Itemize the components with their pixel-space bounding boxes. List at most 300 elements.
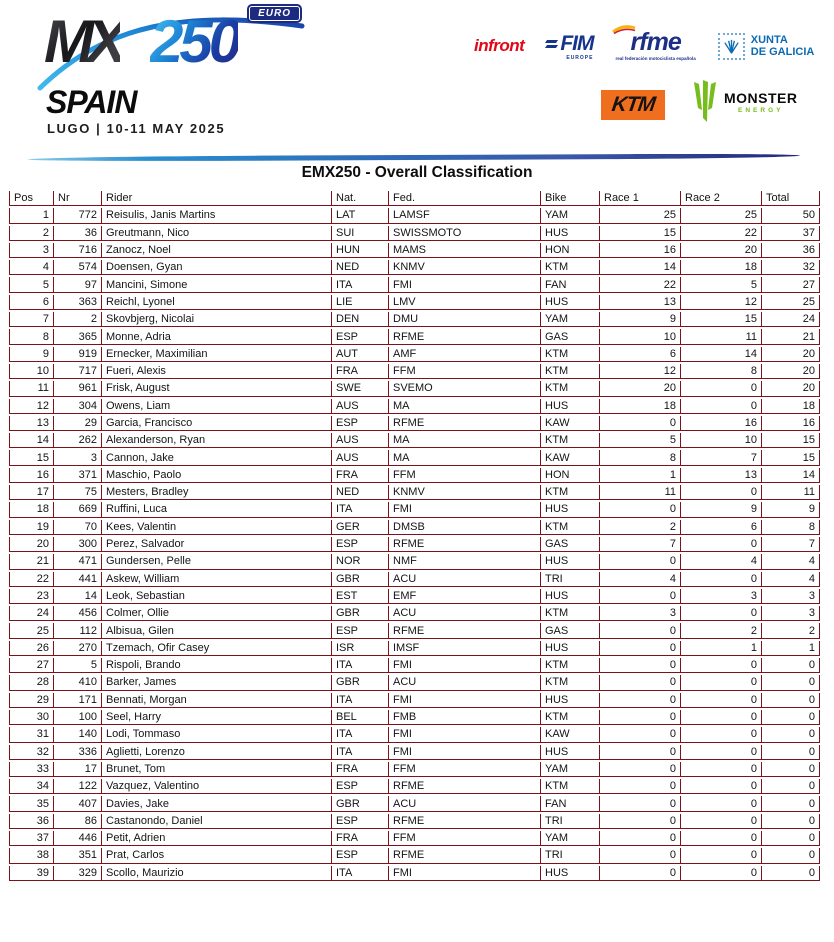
cell-rider: Vazquez, Valentino (102, 779, 332, 794)
monster-label: MONSTER (724, 90, 798, 106)
cell-nr: 363 (54, 295, 102, 310)
cell-fed: MA (389, 450, 541, 465)
cell-total: 15 (762, 450, 820, 465)
cell-total: 0 (762, 727, 820, 742)
cell-rider: Reichl, Lyonel (102, 295, 332, 310)
cell-bike: HUS (541, 226, 600, 241)
cell-race2: 20 (681, 243, 762, 258)
cell-race1: 0 (600, 710, 681, 725)
mx250-euro-logo (44, 10, 300, 86)
cell-fed: RFME (389, 814, 541, 829)
ktm-label: KTM (610, 93, 656, 116)
cell-race1: 4 (600, 572, 681, 587)
cell-nr: 140 (54, 727, 102, 742)
cell-race1: 0 (600, 589, 681, 604)
monster-claw-icon (690, 80, 720, 124)
cell-race2: 7 (681, 450, 762, 465)
cell-bike: HON (541, 243, 600, 258)
cell-pos: 11 (9, 381, 54, 396)
cell-race2: 0 (681, 710, 762, 725)
table-row (9, 779, 820, 794)
cell-nat: FRA (332, 468, 389, 483)
ktm-logo (601, 90, 665, 120)
cell-rider: Tzemach, Ofir Casey (102, 641, 332, 656)
cell-pos: 23 (9, 589, 54, 604)
cell-race2: 16 (681, 416, 762, 431)
cell-fed: RFME (389, 416, 541, 431)
table-row (9, 347, 820, 362)
cell-race1: 0 (600, 502, 681, 517)
cell-nat: ESP (332, 416, 389, 431)
cell-race1: 14 (600, 260, 681, 275)
cell-fed: FMI (389, 866, 541, 881)
cell-total: 0 (762, 745, 820, 760)
cell-fed: LMV (389, 295, 541, 310)
cell-bike: HUS (541, 745, 600, 760)
cell-rider: Monne, Adria (102, 329, 332, 344)
cell-fed: IMSF (389, 641, 541, 656)
cell-nat: AUS (332, 450, 389, 465)
cell-bike: HUS (541, 693, 600, 708)
cell-bike: KTM (541, 381, 600, 396)
cell-fed: FMB (389, 710, 541, 725)
cell-nr: 304 (54, 399, 102, 414)
cell-total: 3 (762, 606, 820, 621)
cell-nr: 669 (54, 502, 102, 517)
cell-pos: 26 (9, 641, 54, 656)
cell-nr: 262 (54, 433, 102, 448)
country-title: SPAIN (46, 84, 137, 120)
scallop-shell-icon (718, 33, 745, 60)
table-row (9, 208, 820, 223)
cell-rider: Garcia, Francisco (102, 416, 332, 431)
cell-race2: 0 (681, 485, 762, 500)
cell-bike: KTM (541, 260, 600, 275)
cell-nr: 329 (54, 866, 102, 881)
cell-pos: 37 (9, 831, 54, 846)
cell-fed: LAMSF (389, 208, 541, 223)
cell-race2: 0 (681, 606, 762, 621)
cell-nr: 122 (54, 779, 102, 794)
cell-total: 36 (762, 243, 820, 258)
cell-fed: RFME (389, 537, 541, 552)
table-row (9, 848, 820, 863)
cell-bike: KTM (541, 779, 600, 794)
cell-pos: 31 (9, 727, 54, 742)
cell-fed: FFM (389, 468, 541, 483)
cell-nat: EST (332, 589, 389, 604)
cell-race1: 0 (600, 866, 681, 881)
cell-race2: 0 (681, 762, 762, 777)
cell-nr: 5 (54, 658, 102, 673)
cell-rider: Mesters, Bradley (102, 485, 332, 500)
cell-fed: ACU (389, 572, 541, 587)
cell-bike: HUS (541, 502, 600, 517)
xunta-de-galicia-logo (718, 33, 815, 60)
xunta-label: XUNTA DE GALICIA (750, 33, 815, 58)
cell-bike: KTM (541, 520, 600, 535)
cell-fed: DMSB (389, 520, 541, 535)
cell-total: 0 (762, 866, 820, 881)
cell-race1: 0 (600, 623, 681, 638)
cell-bike: KAW (541, 450, 600, 465)
cell-nr: 171 (54, 693, 102, 708)
cell-nr: 961 (54, 381, 102, 396)
cell-pos: 39 (9, 866, 54, 881)
cell-nat: ESP (332, 623, 389, 638)
cell-total: 2 (762, 623, 820, 638)
cell-fed: FFM (389, 364, 541, 379)
cell-nr: 2 (54, 312, 102, 327)
cell-fed: FMI (389, 658, 541, 673)
blue-brush-divider (28, 153, 800, 161)
cell-pos: 2 (9, 226, 54, 241)
cell-rider: Davies, Jake (102, 796, 332, 811)
cell-total: 1 (762, 641, 820, 656)
cell-nr: 100 (54, 710, 102, 725)
cell-nr: 3 (54, 450, 102, 465)
cell-bike: HUS (541, 866, 600, 881)
table-row (9, 727, 820, 742)
cell-nat: FRA (332, 831, 389, 846)
cell-pos: 1 (9, 208, 54, 223)
table-row (9, 312, 820, 327)
table-row (9, 226, 820, 241)
cell-nat: SWE (332, 381, 389, 396)
cell-total: 24 (762, 312, 820, 327)
cell-race1: 18 (600, 399, 681, 414)
table-row (9, 623, 820, 638)
cell-pos: 24 (9, 606, 54, 621)
cell-race2: 9 (681, 502, 762, 517)
cell-fed: ACU (389, 606, 541, 621)
cell-rider: Perez, Salvador (102, 537, 332, 552)
cell-total: 15 (762, 433, 820, 448)
cell-race2: 15 (681, 312, 762, 327)
cell-nr: 36 (54, 226, 102, 241)
cell-race2: 1 (681, 641, 762, 656)
cell-nat: ITA (332, 658, 389, 673)
cell-nat: AUS (332, 399, 389, 414)
cell-race2: 0 (681, 745, 762, 760)
cell-race2: 14 (681, 347, 762, 362)
cell-bike: FAN (541, 796, 600, 811)
cell-nat: ESP (332, 329, 389, 344)
cell-pos: 16 (9, 468, 54, 483)
cell-race2: 0 (681, 693, 762, 708)
table-row (9, 866, 820, 881)
cell-race1: 8 (600, 450, 681, 465)
cell-pos: 30 (9, 710, 54, 725)
cell-nat: HUN (332, 243, 389, 258)
cell-race1: 0 (600, 693, 681, 708)
cell-nat: ITA (332, 745, 389, 760)
cell-rider: Askew, William (102, 572, 332, 587)
cell-race1: 25 (600, 208, 681, 223)
cell-nat: ESP (332, 779, 389, 794)
table-row (9, 745, 820, 760)
cell-rider: Reisulis, Janis Martins (102, 208, 332, 223)
event-info: LUGO | 10-11 MAY 2025 (47, 121, 226, 136)
cell-race2: 13 (681, 468, 762, 483)
cell-race1: 15 (600, 226, 681, 241)
table-row (9, 589, 820, 604)
cell-bike: TRI (541, 848, 600, 863)
cell-fed: DMU (389, 312, 541, 327)
cell-nat: ITA (332, 727, 389, 742)
cell-nat: ESP (332, 848, 389, 863)
cell-nat: GBR (332, 606, 389, 621)
cell-race1: 0 (600, 641, 681, 656)
cell-pos: 33 (9, 762, 54, 777)
cell-race2: 3 (681, 589, 762, 604)
cell-bike: GAS (541, 623, 600, 638)
cell-pos: 18 (9, 502, 54, 517)
cell-race2: 12 (681, 295, 762, 310)
cell-pos: 25 (9, 623, 54, 638)
cell-pos: 20 (9, 537, 54, 552)
cell-nr: 446 (54, 831, 102, 846)
cell-nat: ITA (332, 866, 389, 881)
cell-nr: 97 (54, 277, 102, 292)
cell-race2: 0 (681, 399, 762, 414)
cell-rider: Alexanderson, Ryan (102, 433, 332, 448)
cell-rider: Prat, Carlos (102, 848, 332, 863)
cell-fed: FFM (389, 831, 541, 846)
cell-total: 20 (762, 381, 820, 396)
cell-nat: AUT (332, 347, 389, 362)
table-row (9, 572, 820, 587)
cell-fed: KNMV (389, 260, 541, 275)
cell-nr: 270 (54, 641, 102, 656)
cell-bike: KAW (541, 416, 600, 431)
cell-pos: 15 (9, 450, 54, 465)
cell-pos: 28 (9, 675, 54, 690)
cell-total: 4 (762, 572, 820, 587)
cell-bike: HUS (541, 641, 600, 656)
cell-rider: Maschio, Paolo (102, 468, 332, 483)
col-header-nr: Nr (54, 191, 102, 206)
cell-nr: 410 (54, 675, 102, 690)
cell-nat: ESP (332, 814, 389, 829)
cell-fed: RFME (389, 779, 541, 794)
cell-nat: ITA (332, 502, 389, 517)
cell-total: 20 (762, 347, 820, 362)
cell-bike: YAM (541, 208, 600, 223)
table-row (9, 658, 820, 673)
cell-nr: 86 (54, 814, 102, 829)
cell-rider: Albisua, Gilen (102, 623, 332, 638)
cell-pos: 29 (9, 693, 54, 708)
cell-rider: Doensen, Gyan (102, 260, 332, 275)
fim-europe-logo (546, 32, 593, 61)
cell-nr: 29 (54, 416, 102, 431)
cell-race2: 0 (681, 572, 762, 587)
cell-rider: Bennati, Morgan (102, 693, 332, 708)
cell-race2: 18 (681, 260, 762, 275)
cell-fed: FMI (389, 502, 541, 517)
fim-sub-label: EUROPE (566, 54, 594, 61)
cell-total: 0 (762, 796, 820, 811)
cell-pos: 3 (9, 243, 54, 258)
cell-bike: KTM (541, 606, 600, 621)
cell-nr: 336 (54, 745, 102, 760)
cell-rider: Scollo, Maurizio (102, 866, 332, 881)
cell-nr: 75 (54, 485, 102, 500)
cell-race1: 0 (600, 658, 681, 673)
fim-label: FIM (560, 31, 594, 55)
cell-bike: KTM (541, 433, 600, 448)
cell-rider: Rispoli, Brando (102, 658, 332, 673)
cell-nat: ESP (332, 537, 389, 552)
cell-race2: 0 (681, 796, 762, 811)
cell-total: 0 (762, 762, 820, 777)
cell-rider: Cannon, Jake (102, 450, 332, 465)
cell-total: 0 (762, 779, 820, 794)
cell-fed: RFME (389, 329, 541, 344)
cell-nr: 574 (54, 260, 102, 275)
rfme-sub-label: real federación motociclista española (615, 55, 696, 61)
fim-stripes-icon (546, 40, 557, 48)
cell-fed: RFME (389, 623, 541, 638)
cell-race2: 22 (681, 226, 762, 241)
cell-rider: Castanondo, Daniel (102, 814, 332, 829)
cell-pos: 19 (9, 520, 54, 535)
col-header-bike: Bike (541, 191, 600, 206)
cell-bike: HUS (541, 554, 600, 569)
cell-total: 27 (762, 277, 820, 292)
cell-nat: GBR (332, 675, 389, 690)
cell-nat: NOR (332, 554, 389, 569)
table-row (9, 260, 820, 275)
cell-pos: 22 (9, 572, 54, 587)
cell-bike: HUS (541, 399, 600, 414)
cell-pos: 12 (9, 399, 54, 414)
sponsor-row-top (474, 24, 814, 68)
cell-nat: AUS (332, 433, 389, 448)
cell-fed: ACU (389, 796, 541, 811)
cell-pos: 38 (9, 848, 54, 863)
cell-total: 21 (762, 329, 820, 344)
page-title: EMX250 - Overall Classification (301, 164, 533, 181)
cell-nr: 14 (54, 589, 102, 604)
cell-race2: 6 (681, 520, 762, 535)
cell-nat: FRA (332, 762, 389, 777)
cell-pos: 9 (9, 347, 54, 362)
cell-pos: 35 (9, 796, 54, 811)
cell-nr: 300 (54, 537, 102, 552)
cell-race2: 10 (681, 433, 762, 448)
cell-race1: 0 (600, 814, 681, 829)
cell-total: 16 (762, 416, 820, 431)
cell-total: 4 (762, 554, 820, 569)
cell-rider: Barker, James (102, 675, 332, 690)
cell-race2: 0 (681, 831, 762, 846)
cell-race2: 5 (681, 277, 762, 292)
cell-nat: SUI (332, 226, 389, 241)
cell-race1: 7 (600, 537, 681, 552)
cell-bike: YAM (541, 831, 600, 846)
cell-race1: 0 (600, 745, 681, 760)
cell-fed: FFM (389, 762, 541, 777)
cell-pos: 4 (9, 260, 54, 275)
cell-nat: LIE (332, 295, 389, 310)
table-row (9, 399, 820, 414)
cell-fed: MA (389, 433, 541, 448)
cell-nr: 716 (54, 243, 102, 258)
cell-bike: HON (541, 468, 600, 483)
cell-bike: FAN (541, 277, 600, 292)
cell-rider: Fueri, Alexis (102, 364, 332, 379)
table-row (9, 277, 820, 292)
cell-race1: 0 (600, 796, 681, 811)
table-row (9, 295, 820, 310)
cell-race1: 0 (600, 831, 681, 846)
cell-fed: MA (389, 399, 541, 414)
cell-pos: 13 (9, 416, 54, 431)
monster-energy-logo (690, 80, 798, 124)
cell-pos: 6 (9, 295, 54, 310)
cell-fed: FMI (389, 693, 541, 708)
cell-nat: GER (332, 520, 389, 535)
cell-race2: 0 (681, 675, 762, 690)
cell-rider: Zanocz, Noel (102, 243, 332, 258)
col-header-nat: Nat. (332, 191, 389, 206)
cell-fed: FMI (389, 745, 541, 760)
cell-bike: TRI (541, 814, 600, 829)
cell-nr: 17 (54, 762, 102, 777)
cell-pos: 7 (9, 312, 54, 327)
cell-nr: 365 (54, 329, 102, 344)
cell-race1: 16 (600, 243, 681, 258)
cell-nat: LAT (332, 208, 389, 223)
cell-total: 8 (762, 520, 820, 535)
table-row (9, 243, 820, 258)
cell-pos: 21 (9, 554, 54, 569)
table-row (9, 641, 820, 656)
cell-race1: 3 (600, 606, 681, 621)
cell-race2: 25 (681, 208, 762, 223)
table-row (9, 329, 820, 344)
cell-race1: 0 (600, 554, 681, 569)
table-row (9, 710, 820, 725)
cell-pos: 36 (9, 814, 54, 829)
cell-nr: 371 (54, 468, 102, 483)
cell-total: 37 (762, 226, 820, 241)
cell-total: 0 (762, 710, 820, 725)
cell-nr: 441 (54, 572, 102, 587)
cell-nat: ISR (332, 641, 389, 656)
cell-fed: SVEMO (389, 381, 541, 396)
cell-total: 7 (762, 537, 820, 552)
table-row (9, 364, 820, 379)
cell-race2: 0 (681, 814, 762, 829)
cell-total: 0 (762, 848, 820, 863)
table-row (9, 796, 820, 811)
table-header-row (9, 191, 820, 206)
cell-rider: Leok, Sebastian (102, 589, 332, 604)
cell-rider: Brunet, Tom (102, 762, 332, 777)
cell-rider: Mancini, Simone (102, 277, 332, 292)
cell-fed: KNMV (389, 485, 541, 500)
cell-bike: KTM (541, 364, 600, 379)
cell-total: 50 (762, 208, 820, 223)
cell-race2: 8 (681, 364, 762, 379)
cell-race1: 0 (600, 762, 681, 777)
cell-race2: 0 (681, 866, 762, 881)
cell-race1: 10 (600, 329, 681, 344)
cell-nat: BEL (332, 710, 389, 725)
